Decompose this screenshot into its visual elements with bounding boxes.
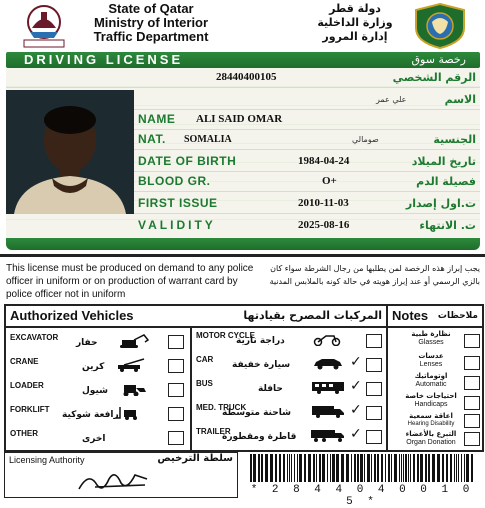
barcode-bar: [270, 454, 273, 482]
motorcycle-checkbox[interactable]: [366, 334, 382, 348]
header-ar-line2: وزارة الداخلية: [317, 16, 393, 29]
dob-value: 1984-04-24: [298, 155, 350, 167]
med-truck-label-ar: شاحنة متوسطة: [222, 408, 291, 418]
barcode-bar: [458, 454, 459, 482]
barcode-bar: [420, 454, 423, 482]
validity-value: 2025-08-16: [298, 219, 350, 231]
notes-title-ar: ملاحظات: [437, 311, 478, 321]
validity-label: VALIDITY: [138, 218, 216, 232]
barcode-number: * 2 8 4 4 0 4 0 0 1 0 5 *: [250, 484, 474, 508]
vehicle-loader: [6, 378, 190, 402]
barcode-bar: [410, 454, 411, 482]
holder-photo: [6, 90, 134, 214]
med-truck-check-icon: ✓: [350, 402, 362, 418]
lenses-label-en: Lenses: [419, 361, 443, 368]
med-truck-label-en: MED. TRUCK: [196, 403, 247, 412]
crane-icon: [114, 358, 150, 372]
note-lenses: [396, 352, 466, 373]
blood-label: BLOOD GR.: [138, 174, 211, 188]
barcode-bar: [308, 454, 311, 482]
licensing-authority-box: [4, 452, 238, 498]
first-issue-value: 2010-11-03: [298, 197, 349, 209]
row-id: [6, 68, 480, 88]
validity-label-ar: ت. الانتهاء: [419, 219, 476, 232]
row-validity: [6, 216, 480, 235]
vehicle-crane: [6, 354, 190, 378]
barcode-bar: [381, 454, 383, 482]
loader-icon: [114, 382, 150, 396]
barcode-bar: [313, 454, 315, 482]
barcode-bar: [388, 454, 390, 482]
excavator-label-ar: حفار: [76, 338, 98, 348]
trailer-label-ar: قاطرة ومقطورة: [222, 432, 297, 442]
other-label-ar: اخرى: [82, 434, 106, 444]
bus-label-ar: حافلة: [258, 384, 283, 394]
hearing-label-en: Hearing Disability: [407, 421, 455, 427]
vehicle-motorcycle: [192, 328, 386, 352]
med-truck-checkbox[interactable]: [366, 406, 382, 420]
barcode-bar: [364, 454, 365, 482]
glasses-label-ar: نظارة طبية: [411, 330, 451, 338]
barcode-bar: [279, 454, 281, 482]
name-value: ALI SAID OMAR: [196, 113, 283, 125]
excavator-label-en: EXCAVATOR: [10, 333, 59, 342]
dob-label: DATE OF BIRTH: [138, 154, 237, 168]
trailer-checkbox[interactable]: [366, 430, 382, 444]
authority-label-en: Licensing Authority: [9, 455, 85, 465]
barcode-bar: [405, 454, 407, 482]
barcode-bar: [291, 454, 292, 482]
signature-icon: [75, 465, 155, 495]
nat-value: SOMALIA: [184, 134, 232, 145]
glasses-checkbox[interactable]: [464, 334, 480, 348]
header-en-line3: Traffic Department: [93, 29, 209, 44]
barcode-bar: [466, 454, 469, 482]
barcode-bar: [327, 454, 328, 482]
vehicle-med-truck: [192, 400, 386, 424]
barcode-bar: [401, 454, 402, 482]
crane-checkbox[interactable]: [168, 359, 184, 373]
nat-label-ar: الجنسية: [433, 133, 476, 146]
loader-checkbox[interactable]: [168, 383, 184, 397]
nat-label: NAT.: [138, 132, 166, 146]
crane-label-en: CRANE: [10, 357, 39, 366]
barcode-bar: [413, 454, 415, 482]
loader-label-en: LOADER: [10, 381, 44, 390]
barcode-bar: [385, 454, 386, 482]
name-label-ar: الاسم: [444, 93, 476, 106]
header-ar-line3: إدارة المرور: [322, 30, 388, 43]
barcode-bar: [289, 454, 290, 482]
barcode-bar: [461, 454, 462, 482]
bus-label-en: BUS: [196, 379, 213, 388]
vehicle-bus: [192, 376, 386, 400]
barcode-bar: [322, 454, 325, 482]
header-english: [86, 2, 216, 44]
header-en-line2: Ministry of Interior: [93, 15, 209, 30]
vehicles-title-ar: المركبات المصرح بقيادتها: [243, 309, 382, 322]
barcode-bar: [394, 454, 397, 482]
header-arabic: [300, 2, 410, 44]
barcode-bar: [253, 454, 256, 482]
barcode-bar: [304, 454, 306, 482]
other-checkbox[interactable]: [168, 431, 184, 445]
barcode-bar: [428, 454, 430, 482]
barcode-bar: [425, 454, 427, 482]
bus-check-icon: ✓: [350, 378, 362, 394]
barcode-bar: [446, 454, 448, 482]
first-issue-label-ar: ت.اول إصدار: [405, 197, 476, 210]
motorcycle-icon: [310, 332, 346, 346]
driving-license-band: [6, 52, 480, 68]
barcode-bar: [357, 454, 359, 482]
barcode-bar: [265, 454, 268, 482]
note-handicaps: [396, 392, 466, 413]
barcode-bar: [367, 454, 370, 482]
trailer-check-icon: ✓: [350, 426, 362, 442]
notice-arabic: يجب إبراز هذه الرخصة لمن يطلبها من رجال الشرطة سواء كان بالزي الرسمي أو عند إبراز هويته في حالة كونه بالملابس المدنية: [269, 264, 480, 286]
license-front: [0, 0, 485, 252]
column-divider-2: [386, 306, 388, 450]
authority-label-ar: سلطة الترخيص: [157, 453, 233, 464]
name-value-ar: علي عمر: [376, 95, 407, 104]
band-title-ar: رخصة سوق: [411, 53, 466, 66]
barcode-bar: [399, 454, 400, 482]
barcode-bar: [250, 454, 252, 482]
motorcycle-label-ar: دراجة نارية: [236, 336, 285, 346]
gcc-emblem-logo: [412, 2, 468, 50]
barcode-bar: [346, 454, 349, 482]
other-label-en: OTHER: [10, 429, 38, 438]
car-label-ar: سيارة خفيفة: [232, 360, 291, 370]
lenses-checkbox[interactable]: [464, 356, 480, 370]
notes-header: [388, 306, 482, 328]
vehicle-trailer: [192, 424, 386, 448]
motorcycle-label-en: MOTOR CYCLE: [196, 331, 255, 340]
bus-checkbox[interactable]: [366, 382, 382, 396]
barcode-bar: [299, 454, 302, 482]
qatar-emblem-logo: [14, 2, 74, 48]
header-ar-line1: دولة قطر: [329, 2, 381, 15]
crane-label-ar: كرين: [82, 362, 105, 372]
vehicles-title-en: Authorized Vehicles: [10, 308, 134, 323]
barcode-bar: [330, 454, 331, 482]
glasses-label-en: Glasses: [418, 339, 444, 346]
hearing-checkbox[interactable]: [464, 414, 480, 428]
band-title-en: DRIVING LICENSE: [24, 52, 184, 67]
excavator-icon: [114, 334, 150, 348]
barcode-bar: [471, 454, 473, 482]
id-value: 28440400105: [216, 71, 277, 83]
barcode-bar: [371, 454, 372, 482]
organ-label-ar: التبرع بالأعضاء: [405, 430, 457, 438]
barcode-bar: [258, 454, 260, 482]
automatic-label-ar: اوتوماتيك: [414, 372, 448, 380]
dob-label-ar: تاريخ الميلاد: [411, 155, 476, 168]
barcode-bar: [417, 454, 419, 482]
trailer-label-en: TRAILER: [196, 427, 231, 436]
car-icon: [310, 356, 346, 370]
handicaps-checkbox[interactable]: [464, 396, 480, 410]
handicaps-label-en: Handicaps: [414, 401, 448, 408]
barcode: [248, 454, 476, 482]
car-check-icon: ✓: [350, 354, 362, 370]
barcode-bar: [377, 454, 379, 482]
barcode-bar: [374, 454, 376, 482]
notice-english: This license must be produced on demand to any police officer in uniform or on production of warrant card by police officer not in uniform: [6, 263, 254, 300]
loader-label-ar: شيول: [82, 386, 108, 396]
barcode-bar: [454, 454, 455, 482]
vehicle-other: [6, 426, 190, 450]
blood-label-ar: فصيلة الدم: [416, 175, 476, 188]
truck-icon: [310, 404, 346, 418]
barcode-bar: [403, 454, 404, 482]
barcode-bar: [432, 454, 435, 482]
bottom-green-band: [6, 238, 480, 250]
car-checkbox[interactable]: [366, 358, 382, 372]
barcode-bar: [360, 454, 363, 482]
nat-value-ar: صومالي: [352, 135, 379, 144]
barcode-bar: [408, 454, 409, 482]
id-label-ar: الرقم الشخصي: [392, 71, 476, 84]
barcode-bar: [450, 454, 452, 482]
barcode-bar: [283, 454, 285, 482]
barcode-bar: [336, 454, 339, 482]
forklift-label-ar: رافعة شوكية: [62, 410, 119, 420]
barcode-bar: [464, 454, 465, 482]
forklift-label-en: FORKLIFT: [10, 405, 50, 414]
barcode-bar: [391, 454, 392, 482]
barcode-bar: [297, 454, 298, 482]
handicaps-label-ar: احتياجات خاصة: [405, 392, 457, 400]
lenses-label-ar: عدسات: [418, 352, 444, 360]
bus-icon: [310, 380, 346, 394]
card-divider: [0, 254, 485, 257]
barcode-bar: [341, 454, 344, 482]
barcode-bar: [437, 454, 440, 482]
barcode-bar: [456, 454, 457, 482]
barcode-bar: [294, 454, 295, 482]
automatic-label-en: Automatic: [415, 381, 447, 388]
header-en-line1: State of Qatar: [108, 1, 194, 16]
note-glasses: [396, 330, 466, 351]
vehicle-forklift: [6, 402, 190, 426]
hearing-label-ar: اعاقة سمعية: [409, 412, 453, 420]
note-automatic: [396, 372, 466, 393]
vehicles-header: [6, 306, 386, 328]
barcode-bar: [351, 454, 352, 482]
barcode-bar: [442, 454, 444, 482]
barcode-bar: [316, 454, 317, 482]
vehicle-excavator: [6, 330, 190, 354]
forklift-checkbox[interactable]: [168, 407, 184, 421]
barcode-bar: [332, 454, 335, 482]
trailer-icon: [310, 428, 346, 442]
notes-title-en: Notes: [392, 308, 429, 323]
forklift-icon: [114, 406, 150, 420]
car-label-en: CAR: [196, 355, 214, 364]
authorized-vehicles-table: [4, 304, 484, 452]
blood-value: O+: [322, 175, 337, 187]
name-label: NAME: [138, 112, 176, 126]
barcode-bar: [275, 454, 277, 482]
excavator-checkbox[interactable]: [168, 335, 184, 349]
barcode-bar: [261, 454, 263, 482]
organ-label-en: Organ Donation: [406, 439, 456, 446]
barcode-bar: [354, 454, 356, 482]
first-issue-label: FIRST ISSUE: [138, 196, 218, 210]
note-organ-donation: [396, 430, 466, 451]
automatic-checkbox[interactable]: [464, 376, 480, 390]
organ-checkbox[interactable]: [464, 432, 480, 446]
barcode-bar: [287, 454, 288, 482]
barcode-bar: [319, 454, 321, 482]
vehicle-car: [192, 352, 386, 376]
